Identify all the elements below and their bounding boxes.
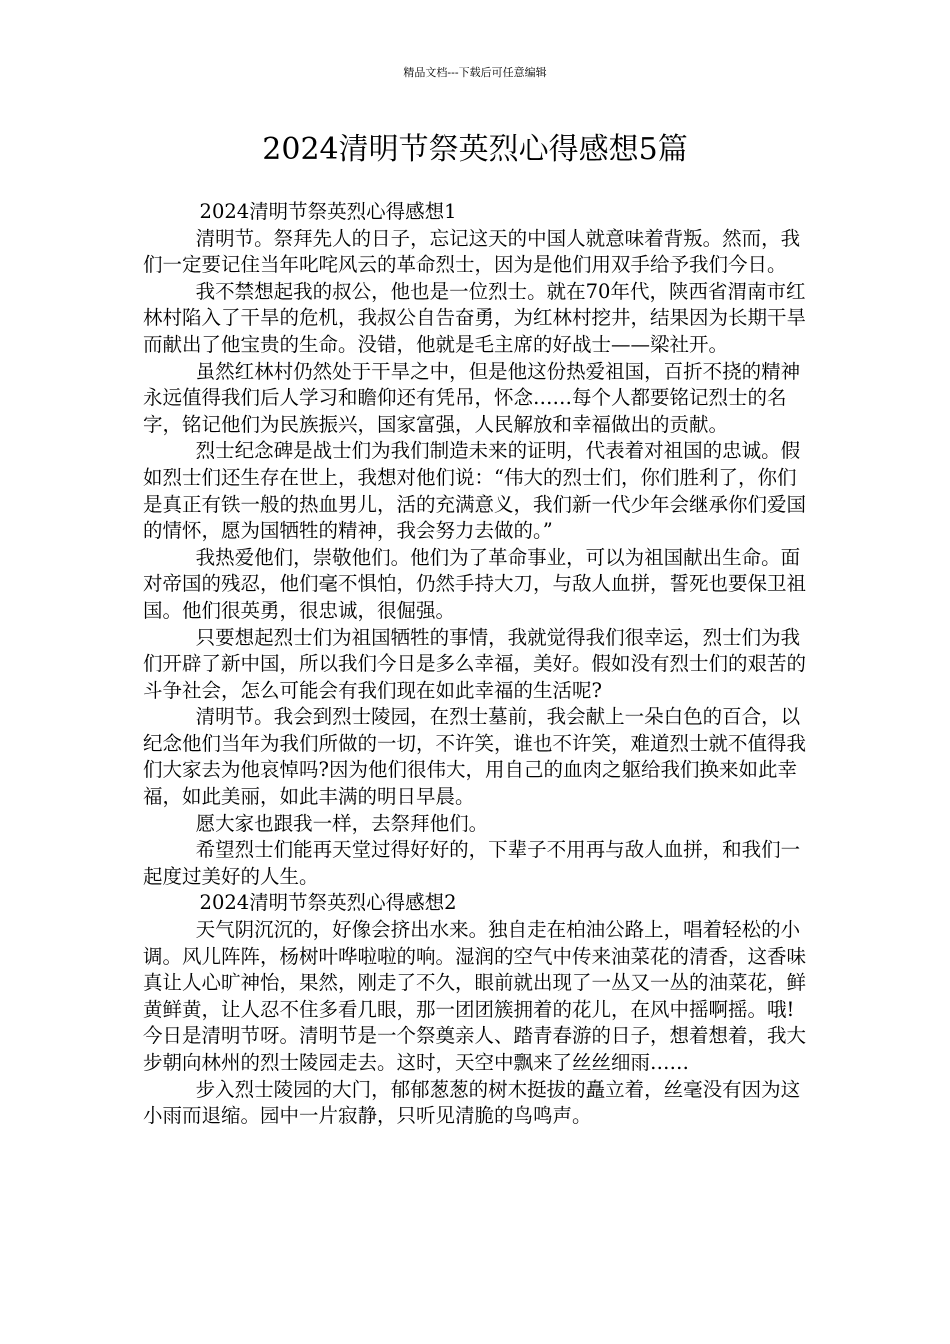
paragraph: 只要想起烈士们为祖国牺牲的事情，我就觉得我们很幸运，烈士们为我们开辟了新中国，所以我们今日是多么幸福，美好。假如没有烈士们的艰苦的斗争社会，怎么可能会有我们现在如此幸福的生活呢?: [143, 625, 807, 702]
paragraph: 天气阴沉沉的，好像会挤出水来。独自走在柏油公路上，唱着轻松的小调。风儿阵阵，杨树叶哗啦啦的响。湿润的空气中传来油菜花的清香，这香味真让人心旷神怡，果然，刚走了不久，眼前就出现了一丛又一丛的油菜花，鲜黄鲜黄，让人忍不住多看几眼，那一团团簇拥着的花儿，在风中摇啊摇。哦!今日是清明节呀。清明节是一个祭奠亲人、踏青春游的日子，想着想着，我大步朝向林州的烈士陵园走去。这时，天空中飘来了丝丝细雨……: [143, 918, 807, 1074]
paragraph: 清明节。祭拜先人的日子，忘记这天的中国人就意味着背叛。然而，我们一定要记住当年叱咤风云的革命烈士，因为是他们用双手给予我们今日。: [143, 226, 801, 277]
document-body: [143, 199, 809, 1130]
paragraph: 愿大家也跟我一样，去祭拜他们。: [195, 811, 489, 835]
paragraph: 清明节。我会到烈士陵园，在烈士墓前，我会献上一朵白色的百合，以纪念他们当年为我们所做的一切，不许笑，谁也不许笑，难道烈士就不值得我们大家去为他哀悼吗?因为他们很伟大，用自己的血肉之躯给我们换来如此幸福，如此美丽，如此丰满的明日早晨。: [143, 705, 807, 809]
section-heading: 2024清明节祭英烈心得感想2: [199, 891, 457, 915]
paragraph: 烈士纪念碑是战士们为我们制造未来的证明，代表着对祖国的忠诚。假如烈士们还生存在世上，我想对他们说：“伟大的烈士们，你们胜利了，你们是真正有铁一般的热血男儿，活的充满意义，我们新一代少年会继承你们爱国的情怀，愿为国牺牲的精神，我会努力去做的。”: [143, 439, 807, 543]
paragraph: 希望烈士们能再天堂过得好好的，下辈子不用再与敌人血拼，和我们一起度过美好的人生。: [143, 838, 801, 888]
paragraph: 我不禁想起我的叔公，他也是一位烈士。就在70年代，陕西省渭南市红林村陷入了干旱的危机，我叔公自告奋勇，为红林村挖井，结果因为长期干旱而献出了他宝贵的生命。没错，他就是毛主席的好战士——梁社开。: [143, 279, 807, 356]
paragraph: 步入烈士陵园的大门，郁郁葱葱的树木挺拔的矗立着，丝毫没有因为这小雨而退缩。园中一片寂静，只听见清脆的鸟鸣声。: [143, 1077, 801, 1128]
header-note: 精品文档---下载后可任意编辑: [403, 66, 547, 79]
section-heading: 2024清明节祭英烈心得感想1: [199, 200, 457, 223]
paragraph: 我热爱他们，崇敬他们。他们为了革命事业，可以为祖国献出生命。面对帝国的残忍，他们毫不惧怕，仍然手持大刀，与敌人血拼，誓死也要保卫祖国。他们很英勇，很忠诚，很倔强。: [143, 545, 807, 622]
document-title: 2024清明节祭英烈心得感想5篇: [262, 132, 688, 167]
paragraph: 虽然红林村仍然处于干旱之中，但是他这份热爱祖国，百折不挠的精神永远值得我们后人学习和瞻仰还有凭吊，怀念……每个人都要铭记烈士的名字，铭记他们为民族振兴，国家富强，人民解放和幸福做出的贡献。: [143, 359, 801, 436]
